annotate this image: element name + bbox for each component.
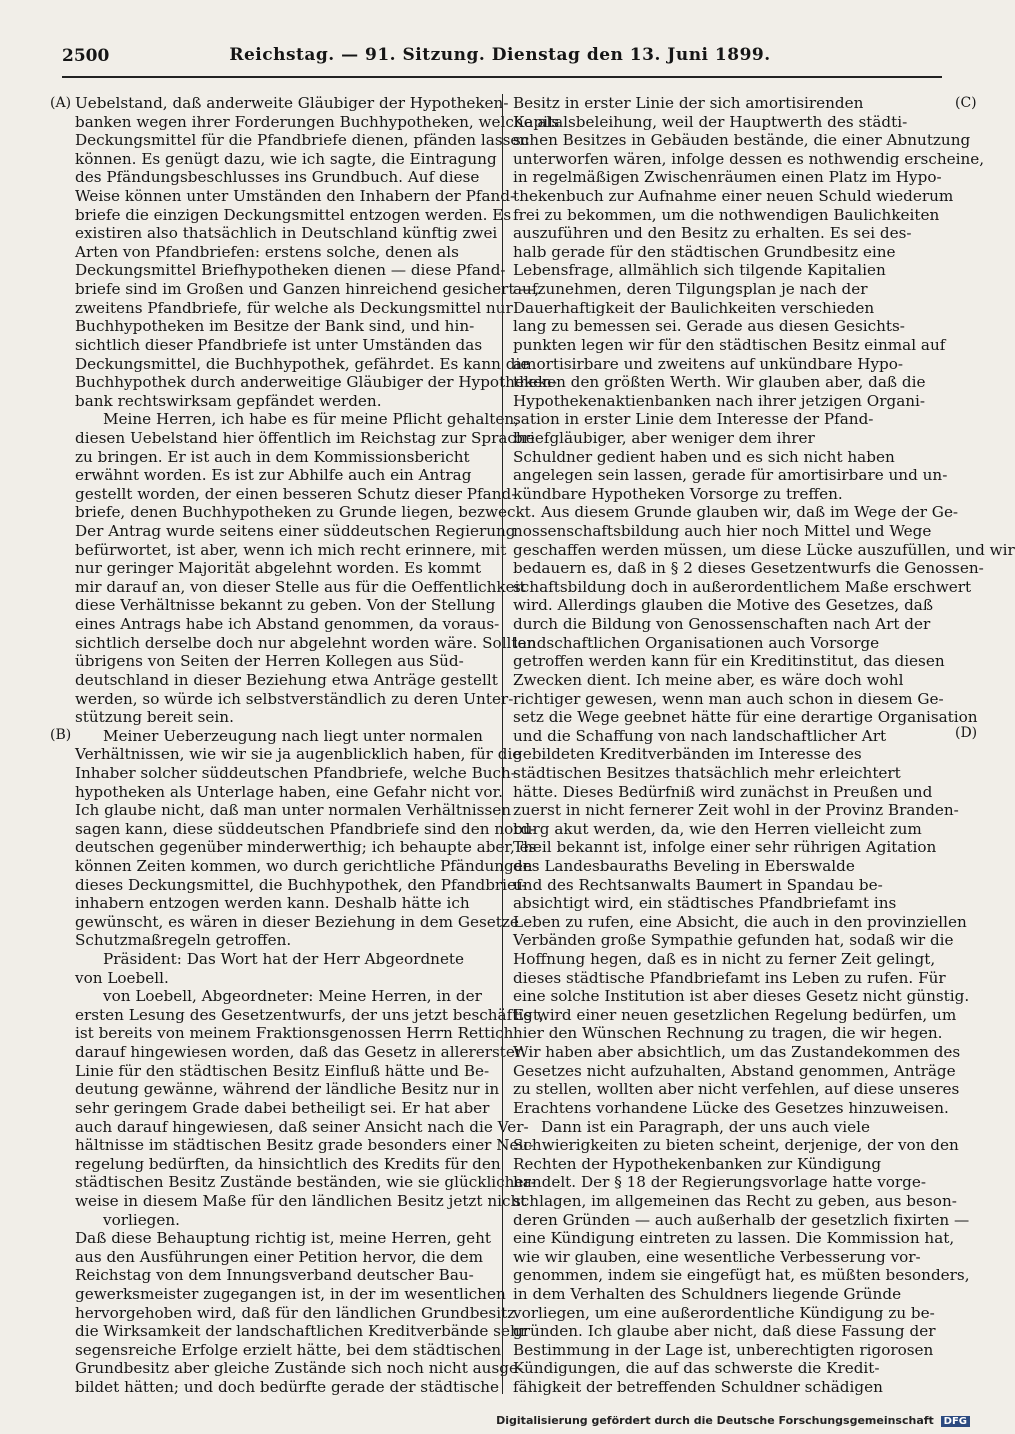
text-line: Reichstag von dem Innungsverband deutscher Bau- — [75, 1266, 474, 1285]
text-line: wird. Allerdings glauben die Motive des Gesetzes, daß — [513, 596, 934, 615]
text-line: landschaftlichen Organisationen auch Vorsorge — [513, 633, 880, 652]
text-line: aus den Ausführungen einer Petition hervor, die dem — [75, 1247, 484, 1266]
text-line: Der Antrag wurde seitens einer süddeutschen Regierung — [75, 522, 516, 541]
text-line: frei zu bekommen, um die nothwendigen Baulichkeiten — [513, 205, 940, 224]
text-line: eines Antrags habe ich Abstand genommen, da voraus- — [75, 615, 500, 634]
text-line: Wir haben aber absichtlich, um das Zustandekommen des — [513, 1043, 961, 1062]
text-line: die Wirksamkeit der landschaftlichen Kreditverbände sehr — [75, 1322, 527, 1341]
text-line: und die Schaffung von nach landschaftlicher Art — [513, 726, 887, 745]
text-line: burg akut werden, da, wie den Herren vielleicht zum — [513, 819, 922, 838]
text-line: unterworfen wären, infolge dessen es nothwendig erscheine, — [513, 149, 985, 168]
text-line: Dauerhaftigkeit der Baulichkeiten verschieden — [513, 298, 875, 317]
text-line: Verbänden große Sympathie gefunden hat, sodaß wir die — [513, 931, 954, 950]
text-line: in regelmäßigen Zwischenräumen einen Platz im Hypo- — [513, 168, 942, 187]
text-line: briefe, denen Buchhypotheken zu Grunde liegen, bezweckt. — [75, 503, 536, 522]
text-line: schaftsbildung doch in außerordentlichem Maße erschwert — [513, 577, 972, 596]
text-line: briefe sind im Großen und Ganzen hinreichend gesichert —, — [75, 280, 540, 299]
text-line: hervorgehoben wird, daß für den ländlichen Grundbesitz — [75, 1303, 516, 1322]
text-line: aufzunehmen, deren Tilgungsplan je nach der — [513, 280, 868, 299]
running-header: Reichstag. — 91. Sitzung. Dienstag den 13. Juni 1899. — [229, 45, 771, 65]
text-line: können Zeiten kommen, wo durch gerichtliche Pfändungen — [75, 856, 533, 875]
text-line: ist bereits von meinem Fraktionsgenossen Herrn Rettich — [75, 1024, 514, 1043]
margin-mark-b: (B) — [50, 727, 72, 743]
text-line: hältnisse im städtischen Besitz grade besonders einer Neu- — [75, 1136, 534, 1155]
text-line: Buchhypothek durch anderweitige Gläubiger der Hypotheken- — [75, 373, 558, 392]
text-line: richtiger gewesen, wenn man auch schon in diesem Ge- — [513, 689, 944, 708]
text-line: Arten von Pfandbriefen: erstens solche, denen als — [75, 242, 459, 261]
text-line: wie wir glauben, eine wesentliche Verbesserung vor- — [513, 1247, 921, 1266]
text-line: Schuldner gedient haben und es sich nicht haben — [513, 447, 895, 466]
text-line: und des Rechtsanwalts Baumert in Spandau be- — [513, 875, 883, 894]
text-line: gebildeten Kreditverbänden im Interesse des — [513, 745, 862, 764]
text-line: eine solche Institution ist aber dieses Gesetz nicht günstig. — [513, 987, 970, 1006]
text-line: getroffen werden kann für ein Kreditinstitut, das diesen — [513, 652, 945, 671]
text-line: Verhältnissen, wie wir sie ja augenblicklich haben, für die — [75, 745, 522, 764]
text-line: lang zu bemessen sei. Gerade aus diesen Gesichts- — [513, 317, 905, 336]
text-line: dieses Deckungsmittel, die Buchhypothek, den Pfandbrief- — [75, 875, 527, 894]
text-line: Buchhypotheken im Besitze der Bank sind, und hin- — [75, 317, 475, 336]
text-line: Besitz in erster Linie der sich amortisirenden — [513, 94, 864, 112]
text-line: Uebelstand, daß anderweite Gläubiger der Hypotheken- — [75, 94, 509, 112]
dfg-logo: DFG — [941, 1416, 970, 1427]
margin-mark-a: (A) — [50, 95, 72, 111]
text-line: werden, so würde ich selbstverständlich zu deren Unter- — [75, 689, 514, 708]
text-line: mir darauf an, von dieser Stelle aus für die Oeffentlichkeit — [75, 577, 526, 596]
text-line: Grundbesitz aber gleiche Zustände sich noch nicht ausge- — [75, 1359, 524, 1378]
text-line: Schwierigkeiten zu bieten scheint, derjenige, der von den — [513, 1136, 959, 1155]
text-line: darauf hingewiesen worden, daß das Gesetz in allererster — [75, 1043, 523, 1062]
text-line: in dem Verhalten des Schuldners liegende Gründe — [513, 1285, 902, 1303]
text-line: bank rechtswirksam gepfändet werden. — [75, 391, 382, 410]
text-line: durch die Bildung von Genossenschaften nach Art der — [513, 615, 931, 634]
text-line: Aus diesem Grunde glauben wir, daß im Wege der Ge- — [541, 503, 959, 522]
text-line: Rechten der Hypothekenbanken zur Kündigung — [513, 1154, 882, 1173]
text-line: von Loebell, Abgeordneter: Meine Herren, in der — [103, 987, 482, 1006]
text-line: briefgläubiger, aber weniger dem ihrer — [513, 428, 815, 447]
text-line: Gesetzes nicht aufzuhalten, Abstand genommen, Anträge — [513, 1061, 956, 1080]
text-line: sehr geringem Grade dabei betheiligt sei. Er hat aber — [75, 1098, 490, 1117]
text-line: halb gerade für den städtischen Grundbesitz eine — [513, 242, 896, 261]
text-line: nossenschaftsbildung auch hier noch Mittel und Wege — [513, 522, 932, 541]
text-line: Meine Herren, ich habe es für meine Pflicht gehalten, — [103, 410, 519, 429]
text-line: erwähnt worden. Es ist zur Abhilfe auch ein Antrag — [75, 466, 472, 485]
text-line: diese Verhältnisse bekannt zu geben. Von der Stellung — [75, 596, 496, 615]
text-line: Zwecken dient. Ich meine aber, es wäre doch wohl — [513, 670, 904, 689]
text-line: Lebensfrage, allmählich sich tilgende Kapitalien — [513, 261, 886, 280]
text-line: Schutzmaßregeln getroffen. — [75, 931, 292, 950]
text-line: Kündigungen, die auf das schwerste die Kredit- — [513, 1359, 880, 1378]
text-line: Inhaber solcher süddeutschen Pfandbriefe, welche Buch- — [75, 763, 516, 782]
text-line: sagen kann, diese süddeutschen Pfandbriefe sind den nord- — [75, 819, 536, 838]
column-divider — [502, 94, 503, 1394]
text-line: hypotheken als Unterlage haben, eine Gefahr nicht vor. — [75, 782, 503, 801]
text-line: hier den Wünschen Rechnung zu tragen, die wir hegen. — [513, 1024, 943, 1043]
text-line: briefe die einzigen Deckungsmittel entzogen werden. Es — [75, 205, 512, 224]
text-line: fähigkeit der betreffenden Schuldner schädigen — [513, 1378, 883, 1397]
footer-text: Digitalisierung gefördert durch die Deutsche Forschungsgemeinschaft — [496, 1414, 934, 1427]
text-line: gewünscht, es wären in dieser Beziehung in dem Gesetze — [75, 912, 519, 931]
text-line: sichtlich derselbe doch nur abgelehnt worden wäre. Sollten — [75, 633, 537, 652]
text-line: handelt. Der § 18 der Regierungsvorlage hatte vorge- — [513, 1173, 927, 1192]
text-line: nur geringer Majorität abgelehnt worden. Es kommt — [75, 559, 482, 578]
text-line: theken den größten Werth. Wir glauben aber, daß die — [513, 373, 926, 392]
text-line: Deckungsmittel, die Buchhypothek, gefährdet. Es kann die — [75, 354, 530, 373]
text-line: absichtigt wird, ein städtisches Pfandbriefamt ins — [513, 894, 897, 913]
margin-mark-d: (D) — [955, 725, 978, 741]
text-line: amortisirbare und zweitens auf unkündbare Hypo- — [513, 354, 904, 373]
text-line: deutschen gegenüber minderwerthig; ich behaupte aber, es — [75, 838, 537, 857]
text-line: vorliegen. — [103, 1210, 181, 1229]
text-line: setz die Wege geebnet hätte für eine derartige Organisation — [513, 708, 978, 727]
text-line: deutung gewänne, während der ländliche Besitz nur in — [75, 1080, 500, 1099]
text-line: zu stellen, wollten aber nicht verfehlen, auf diese unseres — [513, 1080, 960, 1099]
text-line: städtischen Besitz Zustände beständen, wie sie glücklicher- — [75, 1173, 536, 1192]
text-line: gründen. Ich glaube aber nicht, daß diese Fassung der — [513, 1322, 936, 1341]
text-line: auch darauf hingewiesen, daß seiner Ansicht nach die Ver- — [75, 1117, 529, 1136]
text-line: bildet hätten; und doch bedürfte gerade der städtische — [75, 1378, 500, 1397]
text-line: von Loebell. — [75, 968, 169, 987]
text-line: städtischen Besitzes thatsächlich mehr erleichtert — [513, 763, 901, 782]
text-line: segensreiche Erfolge erzielt hätte, bei dem städtischen — [75, 1340, 502, 1359]
text-line: Erachtens vorhandene Lücke des Gesetzes hinzuweisen. — [513, 1098, 949, 1117]
right-column — [513, 94, 1015, 1397]
text-line: Deckungsmittel für die Pfandbriefe dienen, pfänden lassen — [75, 131, 530, 150]
text-line: Hypothekenaktienbanken nach ihrer jetzigen Organi- — [513, 391, 926, 410]
text-line: eine Kündigung eintreten zu lassen. Die Kommission hat, — [513, 1229, 955, 1248]
text-line: des Pfändungsbeschlusses ins Grundbuch. Auf diese — [75, 168, 480, 187]
text-line: Hoffnung hegen, daß es in nicht zu ferner Zeit gelingt, — [513, 950, 936, 969]
text-line: zweitens Pfandbriefe, für welche als Deckungsmittel nur — [75, 298, 513, 317]
text-line: gewerksmeister zugegangen ist, in der im wesentlichen — [75, 1285, 506, 1303]
text-line: Leben zu rufen, eine Absicht, die auch in den provinziellen — [513, 912, 967, 931]
page-number: 2500 — [62, 46, 110, 66]
text-line: können. Es genügt dazu, wie ich sagte, die Eintragung — [75, 149, 497, 168]
text-line: geschaffen werden müssen, um diese Lücke auszufüllen, und wir — [513, 540, 1015, 559]
text-line: Ich glaube nicht, daß man unter normalen Verhältnissen — [75, 801, 512, 820]
text-line: deutschland in dieser Beziehung etwa Anträge gestellt — [75, 670, 498, 689]
text-line: deren Gründen — auch außerhalb der gesetzlich fixirten — — [513, 1210, 970, 1229]
footer-credit — [496, 1414, 970, 1427]
text-line: diesen Uebelstand hier öffentlich im Reichstag zur Sprache — [75, 428, 535, 447]
text-line: Präsident: Das Wort hat der Herr Abgeordnete — [103, 950, 465, 969]
text-line: existiren also thatsächlich in Deutschland künftig zwei — [75, 224, 498, 243]
text-line: inhabern entzogen werden kann. Deshalb hätte ich — [75, 894, 470, 913]
text-line: auszuführen und den Besitz zu erhalten. Es sei des- — [513, 224, 912, 243]
text-line: banken wegen ihrer Forderungen Buchhypotheken, welche als — [75, 112, 560, 131]
text-line: Kapitalsbeleihung, weil der Hauptwerth des städti- — [513, 112, 908, 131]
text-line: stützung bereit sein. — [75, 708, 234, 727]
text-line: genommen, indem sie eingefügt hat, es müßten besonders, — [513, 1266, 970, 1285]
text-line: hätte. Dieses Bedürfniß wird zunächst in Preußen und — [513, 782, 933, 801]
text-line: zu bringen. Er ist auch in dem Kommissionsbericht — [75, 447, 470, 466]
text-line: Linie für den städtischen Besitz Einfluß hätte und Be- — [75, 1061, 490, 1080]
margin-mark-c: (C) — [955, 95, 977, 111]
text-line: übrigens von Seiten der Herren Kollegen aus Süd- — [75, 652, 464, 671]
text-line: schlagen, im allgemeinen das Recht zu geben, aus beson- — [513, 1191, 957, 1210]
text-line: Weise können unter Umständen den Inhabern der Pfand- — [75, 187, 516, 206]
text-line: schen Besitzes in Gebäuden bestände, die einer Abnutzung — [513, 131, 971, 150]
text-line: thekenbuch zur Aufnahme einer neuen Schuld wiederum — [513, 187, 954, 206]
text-line: vorliegen, um eine außerordentliche Kündigung zu be- — [513, 1303, 935, 1322]
text-line: kündbare Hypotheken Vorsorge zu treffen. — [513, 484, 843, 503]
text-line: Daß diese Behauptung richtig ist, meine Herren, geht — [75, 1229, 492, 1248]
header-rule — [62, 76, 942, 78]
text-line: sichtlich dieser Pfandbriefe ist unter Umständen das — [75, 335, 483, 354]
text-line: dieses städtische Pfandbriefamt ins Leben zu rufen. Für — [513, 968, 946, 987]
text-line: Theil bekannt ist, infolge einer sehr rührigen Agitation — [513, 838, 937, 857]
text-line: befürwortet, ist aber, wenn ich mich recht erinnere, mit — [75, 540, 507, 559]
text-line: regelung bedürften, da hinsichtlich des Kredits für den — [75, 1154, 501, 1173]
text-line: ersten Lesung des Gesetzentwurfs, der uns jetzt beschäftigt, — [75, 1005, 544, 1024]
text-line: Bestimmung in der Lage ist, unberechtigten rigorosen — [513, 1340, 934, 1359]
text-line: angelegen sein lassen, gerade für amortisirbare und un- — [513, 466, 948, 485]
text-line: Es wird einer neuen gesetzlichen Regelung bedürfen, um — [513, 1005, 957, 1024]
text-line: des Landesbauraths Beveling in Eberswalde — [513, 856, 855, 875]
left-column — [75, 94, 560, 1397]
text-line: Dann ist ein Paragraph, der uns auch viele — [541, 1117, 870, 1136]
text-line: weise in diesem Maße für den ländlichen Besitz jetzt nicht — [75, 1191, 527, 1210]
text-line: Meiner Ueberzeugung nach liegt unter normalen — [103, 726, 483, 745]
text-line: Deckungsmittel Briefhypotheken dienen — diese Pfand- — [75, 261, 506, 280]
text-line: sation in erster Linie dem Interesse der Pfand- — [513, 410, 874, 429]
text-line: bedauern es, daß in § 2 dieses Gesetzentwurfs die Genossen- — [513, 559, 984, 578]
text-line: gestellt worden, der einen besseren Schutz dieser Pfand- — [75, 484, 517, 503]
text-line: zuerst in nicht fernerer Zeit wohl in der Provinz Branden- — [513, 801, 959, 820]
text-line: punkten legen wir für den städtischen Besitz einmal auf — [513, 335, 946, 354]
